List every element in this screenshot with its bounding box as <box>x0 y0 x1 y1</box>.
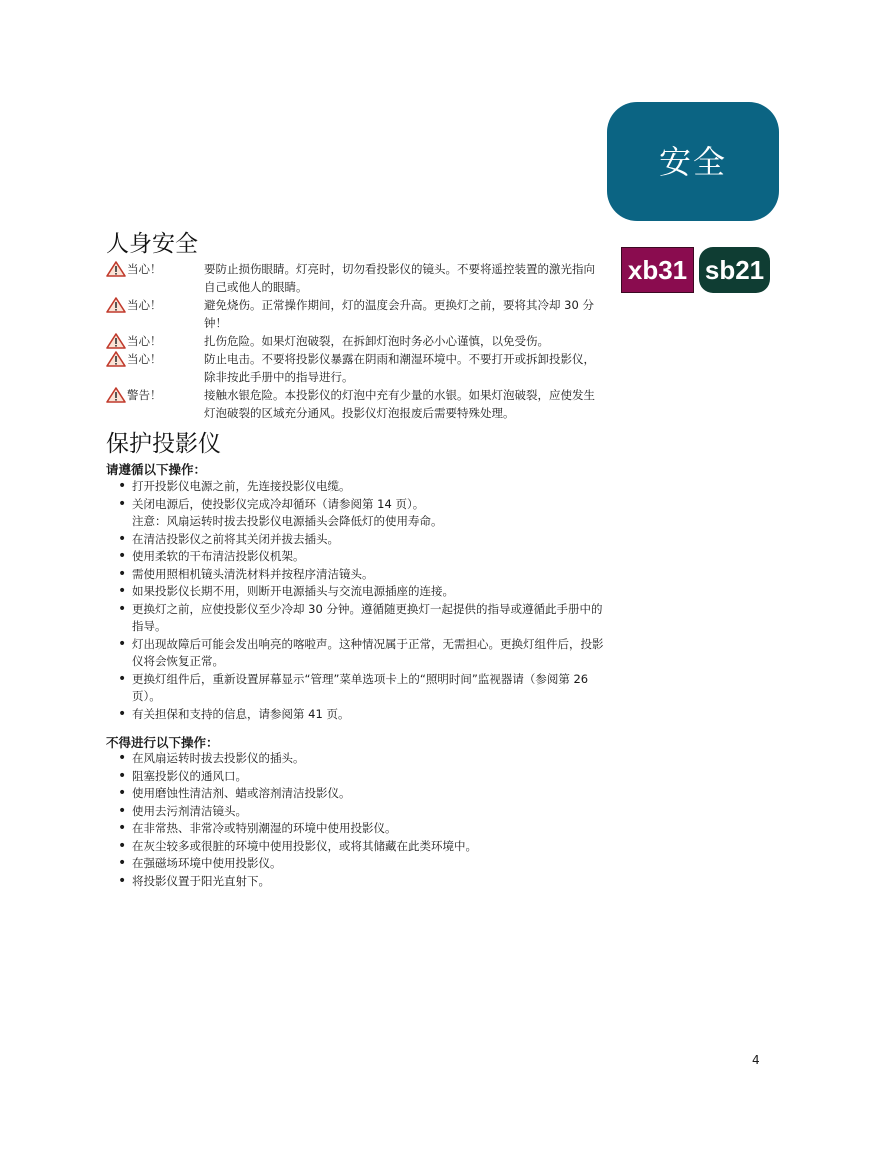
page-number: 4 <box>752 1053 760 1067</box>
do-list <box>117 478 607 723</box>
warning-label: 警告！ <box>127 388 162 402</box>
list-item: • 在非常热、非常冷或特别潮湿的环境中使用投影仪。 <box>117 820 607 838</box>
list-item: • 打开投影仪电源之前，先连接投影仪电缆。 <box>117 478 607 496</box>
model-badge-sb21: sb21 <box>699 247 770 293</box>
list-item: • 在清洁投影仪之前将其关闭并拔去插头。 <box>117 531 607 549</box>
personal-safety-heading: 人身安全 <box>106 231 198 257</box>
warning-label: 当心！ <box>127 298 162 312</box>
list-item: • 使用去污剂清洁镜头。 <box>117 803 607 821</box>
list-item: • 使用柔软的干布清洁投影仪机架。 <box>117 548 607 566</box>
list-item: • 关闭电源后，使投影仪完成冷却循环（请参阅第 14 页）。 <box>117 496 607 514</box>
warning-triangle-icon <box>106 297 126 313</box>
protect-projector-heading: 保护投影仪 <box>106 431 221 457</box>
warning-text: 要防止损伤眼睛。灯亮时，切勿看投影仪的镜头。不要将遥控装置的激光指向自己或他人的眼睛。 <box>204 262 595 294</box>
list-item: • 如果投影仪长期不用，则断开电源插头与交流电源插座的连接。 <box>117 583 607 601</box>
list-item: • 更换灯之前，应使投影仪至少冷却 30 分钟。遵循随更换灯一起提供的指导或遵循此手册中的指导。 <box>117 601 607 636</box>
warning-triangle-icon <box>106 387 126 403</box>
list-item: • 阻塞投影仪的通风口。 <box>117 768 607 786</box>
list-item: • 在风扇运转时拔去投影仪的插头。 <box>117 750 607 768</box>
section-tab <box>607 102 779 221</box>
warning-item <box>106 260 606 296</box>
warning-label: 当心！ <box>127 262 162 276</box>
warning-triangle-icon <box>106 351 126 367</box>
warning-item <box>106 350 606 386</box>
list-item: • 将投影仪置于阳光直射下。 <box>117 873 607 891</box>
warning-text: 避免烧伤。正常操作期间，灯的温度会升高。更换灯之前，要将其冷却 30 分钟！ <box>204 298 594 330</box>
list-item: • 有关担保和支持的信息，请参阅第 41 页。 <box>117 706 607 724</box>
warning-triangle-icon <box>106 333 126 349</box>
warning-text: 扎伤危险。如果灯泡破裂，在拆卸灯泡时务必小心谨慎，以免受伤。 <box>204 334 549 348</box>
dont-list-label: 不得进行以下操作： <box>106 735 219 750</box>
warning-item <box>106 296 606 332</box>
warning-text: 接触水银危险。本投影仪的灯泡中充有少量的水银。如果灯泡破裂，应使发生灯泡破裂的区域充分通风。投影仪灯泡报废后需要特殊处理。 <box>204 388 595 420</box>
list-item: • 灯出现故障后可能会发出响亮的喀啦声。这种情况属于正常，无需担心。更换灯组件后，投影仪将会恢复正常。 <box>117 636 607 671</box>
list-item: • 在强磁场环境中使用投影仪。 <box>117 855 607 873</box>
warning-text: 防止电击。不要将投影仪暴露在阴雨和潮湿环境中。不要打开或拆卸投影仪，除非按此手册中的指导进行。 <box>204 352 595 384</box>
list-item: • 使用磨蚀性清洁剂、蜡或溶剂清洁投影仪。 <box>117 785 607 803</box>
warning-item <box>106 332 606 350</box>
do-list-label: 请遵循以下操作： <box>106 462 207 477</box>
list-item: • 更换灯组件后，重新设置屏幕显示“管理”菜单选项卡上的“照明时间”监视器请（参阅第 26 页）。 <box>117 671 607 706</box>
warning-item <box>106 386 606 422</box>
dont-list <box>117 750 607 890</box>
list-item: • 在灰尘较多或很脏的环境中使用投影仪，或将其储藏在此类环境中。 <box>117 838 607 856</box>
list-note: 注意：风扇运转时拔去投影仪电源插头会降低灯的使用寿命。 <box>132 514 443 528</box>
model-badge-xb31: xb31 <box>621 247 694 293</box>
list-item: • 需使用照相机镜头清洗材料并按程序清洁镜头。 <box>117 566 607 584</box>
section-tab-title: 安全 <box>658 142 727 181</box>
warning-triangle-icon <box>106 261 126 277</box>
warning-label: 当心！ <box>127 334 162 348</box>
warning-list <box>106 260 606 422</box>
warning-label: 当心！ <box>127 352 162 366</box>
